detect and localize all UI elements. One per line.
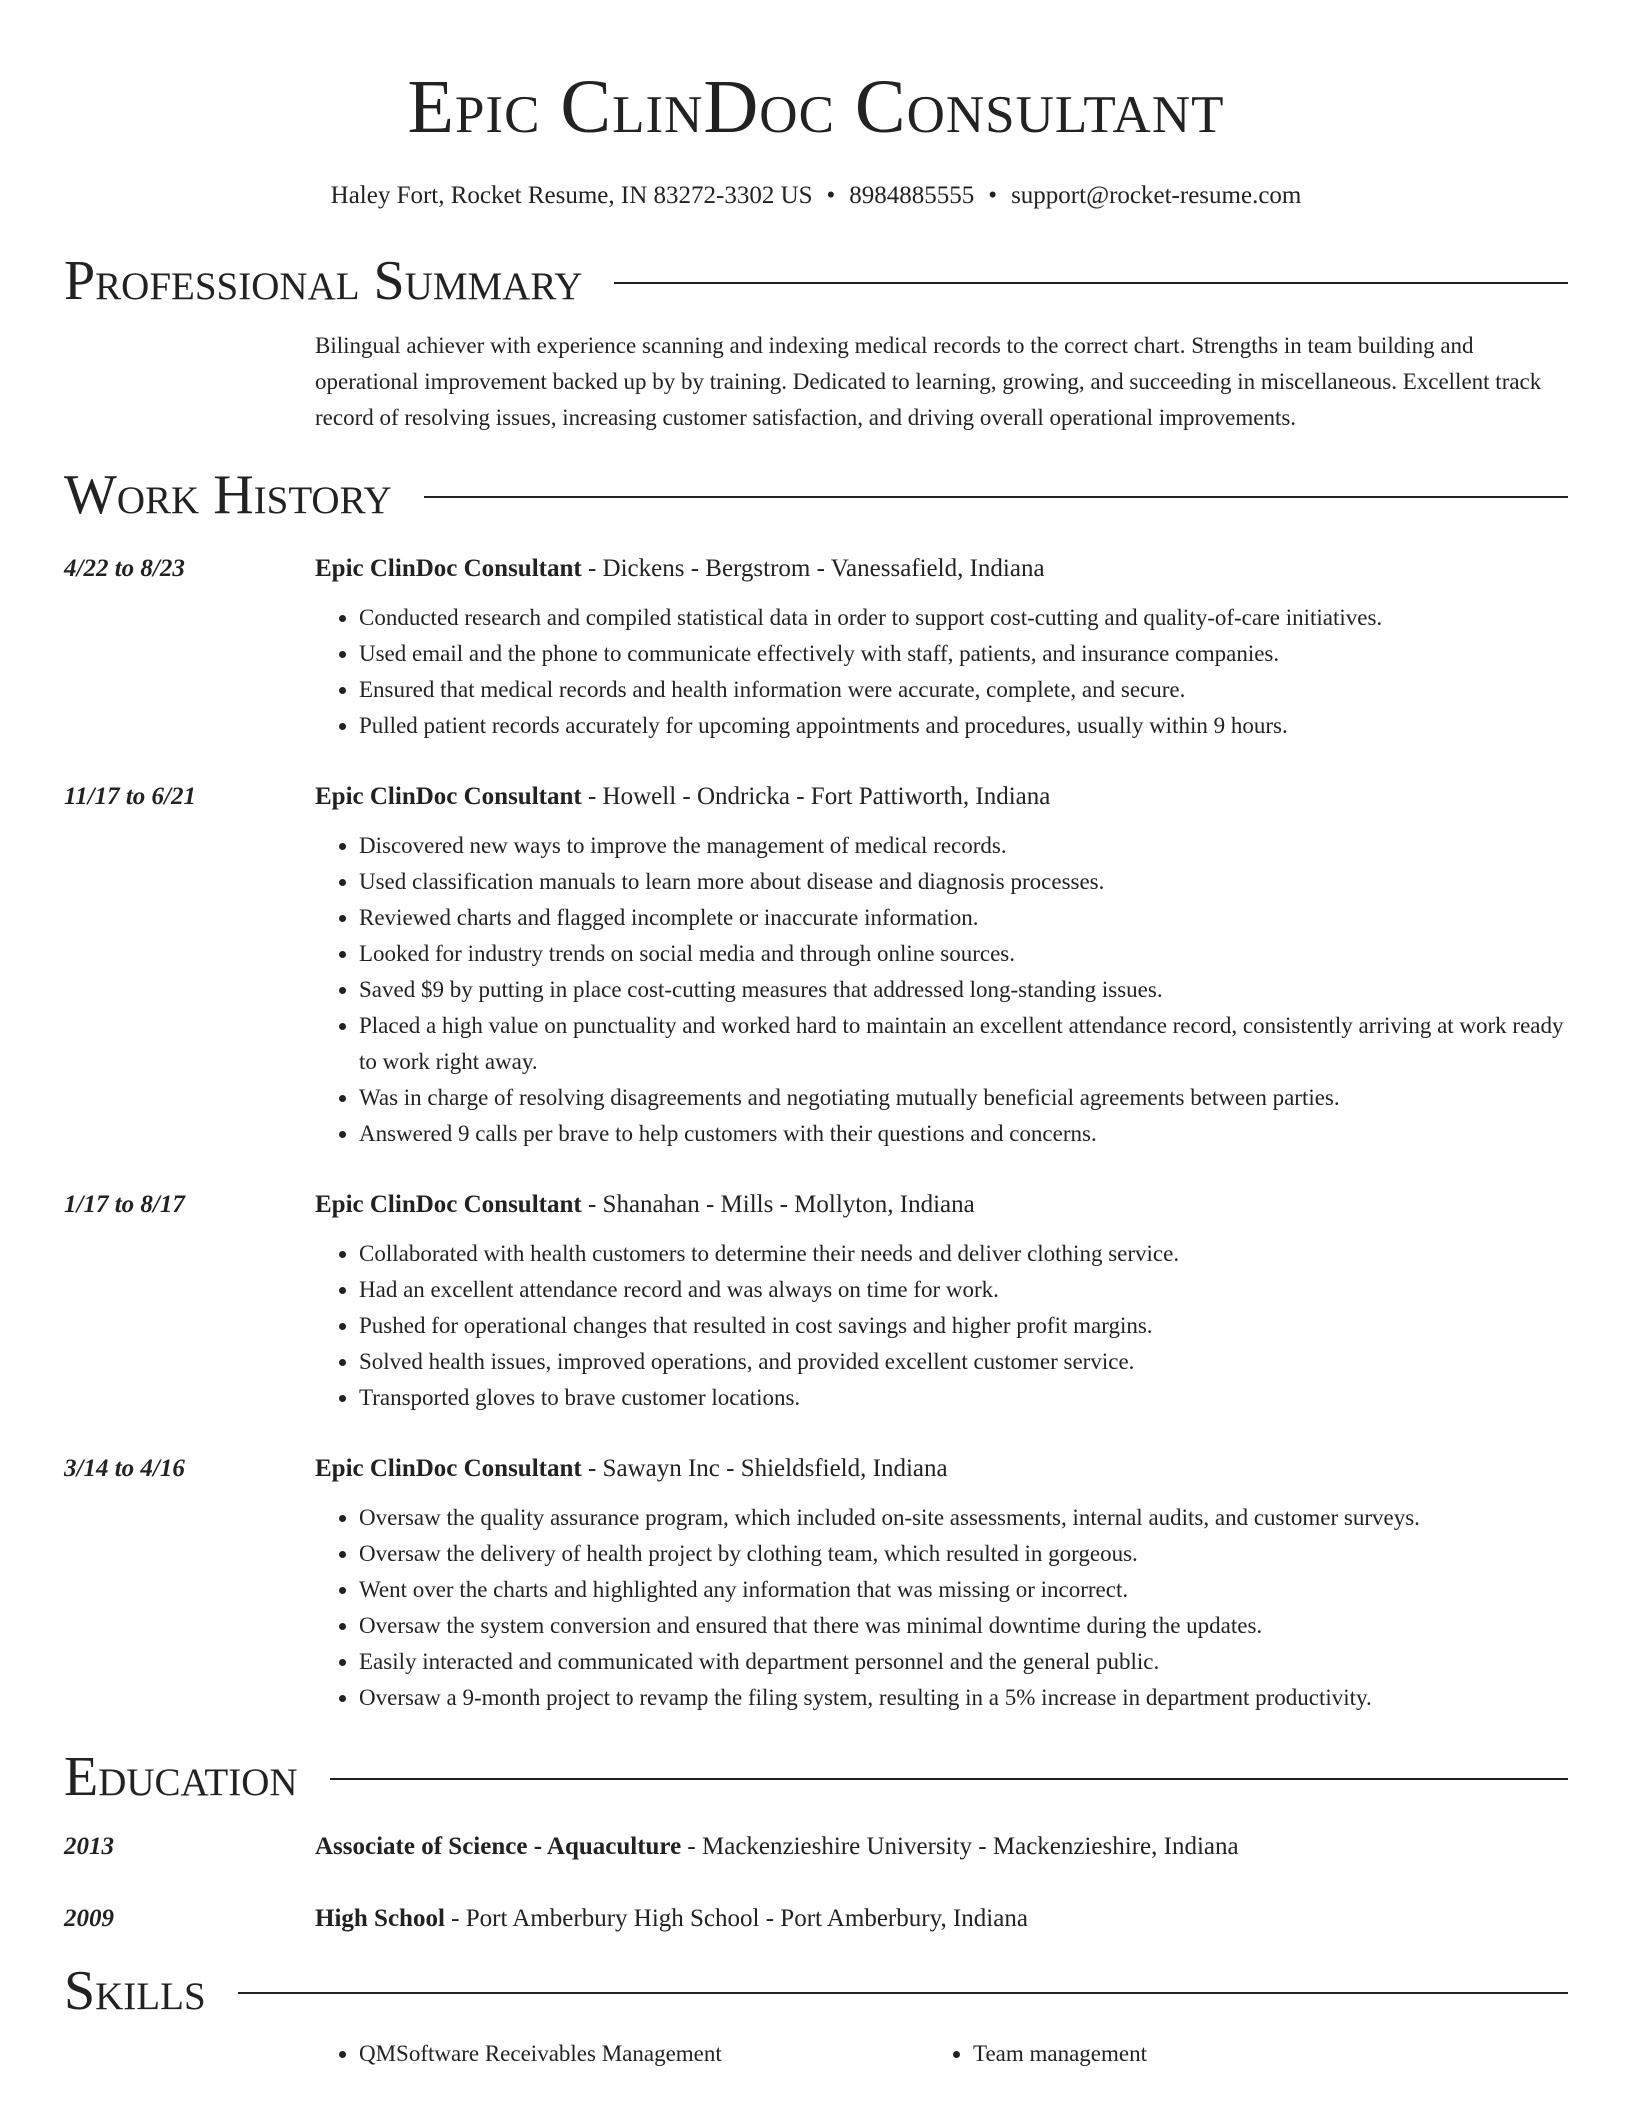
- contact-line: [64, 180, 1568, 212]
- job-bullet: • Discovered new ways to improve the management of medical records.: [359, 828, 1568, 864]
- job-dates: 11/17 to 6/21: [64, 783, 196, 810]
- job-body: [315, 1452, 1568, 1716]
- work-history-list: [64, 552, 1568, 1716]
- job-bullet: • Oversaw a 9-month project to revamp the filing system, resulting in a 5% increase in department productivity.: [359, 1680, 1568, 1716]
- education-details: - Port Amberbury High School - Port Amberbury, Indiana: [444, 1905, 1028, 1932]
- section-header-summary: [64, 248, 1568, 314]
- section-divider: [614, 282, 1568, 284]
- job-bullet: • Pulled patient records accurately for upcoming appointments and procedures, usually within 9 hours.: [359, 708, 1568, 744]
- section-title: Education: [64, 1746, 298, 1808]
- skills-column-right: [929, 2036, 1543, 2072]
- section-divider: [330, 1778, 1568, 1780]
- skills-list: [315, 2036, 1568, 2072]
- job-bullet: • Used email and the phone to communicate effectively with staff, patients, and insurance companies.: [359, 636, 1568, 672]
- education-entry: [64, 1830, 1568, 1864]
- education-degree: High School: [315, 1905, 445, 1932]
- contact-separator: •: [826, 182, 836, 209]
- education-list: [64, 1830, 1568, 1936]
- education-title-line: [315, 1830, 1568, 1864]
- skills-column-left: [315, 2036, 929, 2072]
- job-title-line: [315, 1452, 1568, 1486]
- job-body: [315, 780, 1568, 1152]
- job-dates: 4/22 to 8/23: [64, 555, 185, 582]
- job-role: Epic ClinDoc Consultant: [315, 555, 582, 582]
- job-body: [315, 552, 1568, 744]
- contact-separator: •: [988, 182, 998, 209]
- job-bullet: • Saved $9 by putting in place cost-cutting measures that addressed long-standing issues.: [359, 972, 1568, 1008]
- education-body: [315, 1830, 1568, 1864]
- job-bullet: • Oversaw the system conversion and ensured that there was minimal downtime during the updates.: [359, 1608, 1568, 1644]
- job-details: - Howell - Ondricka - Fort Pattiworth, Indiana: [581, 783, 1051, 810]
- job-entry: [64, 780, 1568, 1152]
- job-bullet: • Used classification manuals to learn more about disease and diagnosis processes.: [359, 864, 1568, 900]
- job-bullets: [315, 600, 1568, 744]
- section-title: Professional Summary: [64, 250, 583, 312]
- job-role: Epic ClinDoc Consultant: [315, 1455, 582, 1482]
- job-bullet: • Easily interacted and communicated with department personnel and the general public.: [359, 1644, 1568, 1680]
- job-role: Epic ClinDoc Consultant: [315, 1191, 582, 1218]
- job-bullet: • Oversaw the quality assurance program, which included on-site assessments, internal audits, and customer surveys.: [359, 1500, 1568, 1536]
- job-details: - Sawayn Inc - Shieldsfield, Indiana: [581, 1455, 948, 1482]
- resume-page: [64, 0, 1568, 2072]
- job-bullet: • Had an excellent attendance record and was always on time for work.: [359, 1272, 1568, 1308]
- section-divider: [424, 496, 1568, 498]
- job-title-line: [315, 1188, 1568, 1222]
- resume-name: Epic ClinDoc Consultant: [407, 65, 1225, 149]
- job-details: - Dickens - Bergstrom - Vanessafield, Indiana: [581, 555, 1045, 582]
- job-details: - Shanahan - Mills - Mollyton, Indiana: [581, 1191, 975, 1218]
- job-entry: [64, 552, 1568, 744]
- job-bullets: [315, 1236, 1568, 1416]
- job-bullet: • Reviewed charts and flagged incomplete or inaccurate information.: [359, 900, 1568, 936]
- section-header-work-history: [64, 462, 1568, 528]
- job-bullet: • Answered 9 calls per brave to help customers with their questions and concerns.: [359, 1116, 1568, 1152]
- skill-item: • Team management: [973, 2036, 1543, 2072]
- job-entry: [64, 1452, 1568, 1716]
- job-bullet: • Solved health issues, improved operations, and provided excellent customer service.: [359, 1344, 1568, 1380]
- job-entry: [64, 1188, 1568, 1416]
- section-header-skills: [64, 1958, 1568, 2024]
- contact-email: support@rocket-resume.com: [1011, 182, 1302, 209]
- job-bullet: • Placed a high value on punctuality and worked hard to maintain an excellent attendance record, consistently arriving at work ready to work right away.: [359, 1008, 1568, 1080]
- job-bullet: • Pushed for operational changes that resulted in cost savings and higher profit margins.: [359, 1308, 1568, 1344]
- job-title-line: [315, 552, 1568, 586]
- job-bullet: • Collaborated with health customers to determine their needs and deliver clothing service.: [359, 1236, 1568, 1272]
- section-title: Work History: [64, 464, 392, 526]
- education-body: [315, 1902, 1568, 1936]
- job-bullet: • Conducted research and compiled statistical data in order to support cost-cutting and quality-of-care initiatives.: [359, 600, 1568, 636]
- job-bullets: [315, 828, 1568, 1152]
- job-bullets: [315, 1500, 1568, 1716]
- job-bullet: • Ensured that medical records and health information were accurate, complete, and secure.: [359, 672, 1568, 708]
- contact-phone: 8984885555: [849, 182, 975, 209]
- job-bullet: • Was in charge of resolving disagreements and negotiating mutually beneficial agreements between parties.: [359, 1080, 1568, 1116]
- job-body: [315, 1188, 1568, 1416]
- job-role: Epic ClinDoc Consultant: [315, 783, 582, 810]
- contact-address: Haley Fort, Rocket Resume, IN 83272-3302 US: [330, 182, 813, 209]
- summary-text: Bilingual achiever with experience scanning and indexing medical records to the correct chart. Strengths in team building and operational improvement backed up by by training. Dedicated to learning, growing, and succeeding in miscellaneous. Excellent track record of resolving issues, increasing customer satisfaction, and driving overall operational improvements.: [315, 333, 1542, 430]
- skill-item: • QMSoftware Receivables Management: [359, 2036, 929, 2072]
- job-bullet: • Transported gloves to brave customer locations.: [359, 1380, 1568, 1416]
- job-bullet: • Oversaw the delivery of health project by clothing team, which resulted in gorgeous.: [359, 1536, 1568, 1572]
- education-degree: Associate of Science - Aquaculture: [315, 1833, 682, 1860]
- section-title: Skills: [64, 1960, 206, 2022]
- job-dates: 3/14 to 4/16: [64, 1455, 185, 1482]
- education-entry: [64, 1902, 1568, 1936]
- job-dates: 1/17 to 8/17: [64, 1191, 185, 1218]
- education-details: - Mackenzieshire University - Mackenzieshire, Indiana: [681, 1833, 1239, 1860]
- section-divider: [238, 1992, 1568, 1994]
- education-year: 2009: [64, 1905, 114, 1932]
- job-title-line: [315, 780, 1568, 814]
- job-bullet: • Looked for industry trends on social media and through online sources.: [359, 936, 1568, 972]
- education-title-line: [315, 1902, 1568, 1936]
- job-bullet: • Went over the charts and highlighted any information that was missing or incorrect.: [359, 1572, 1568, 1608]
- education-year: 2013: [64, 1833, 114, 1860]
- section-header-education: [64, 1744, 1568, 1810]
